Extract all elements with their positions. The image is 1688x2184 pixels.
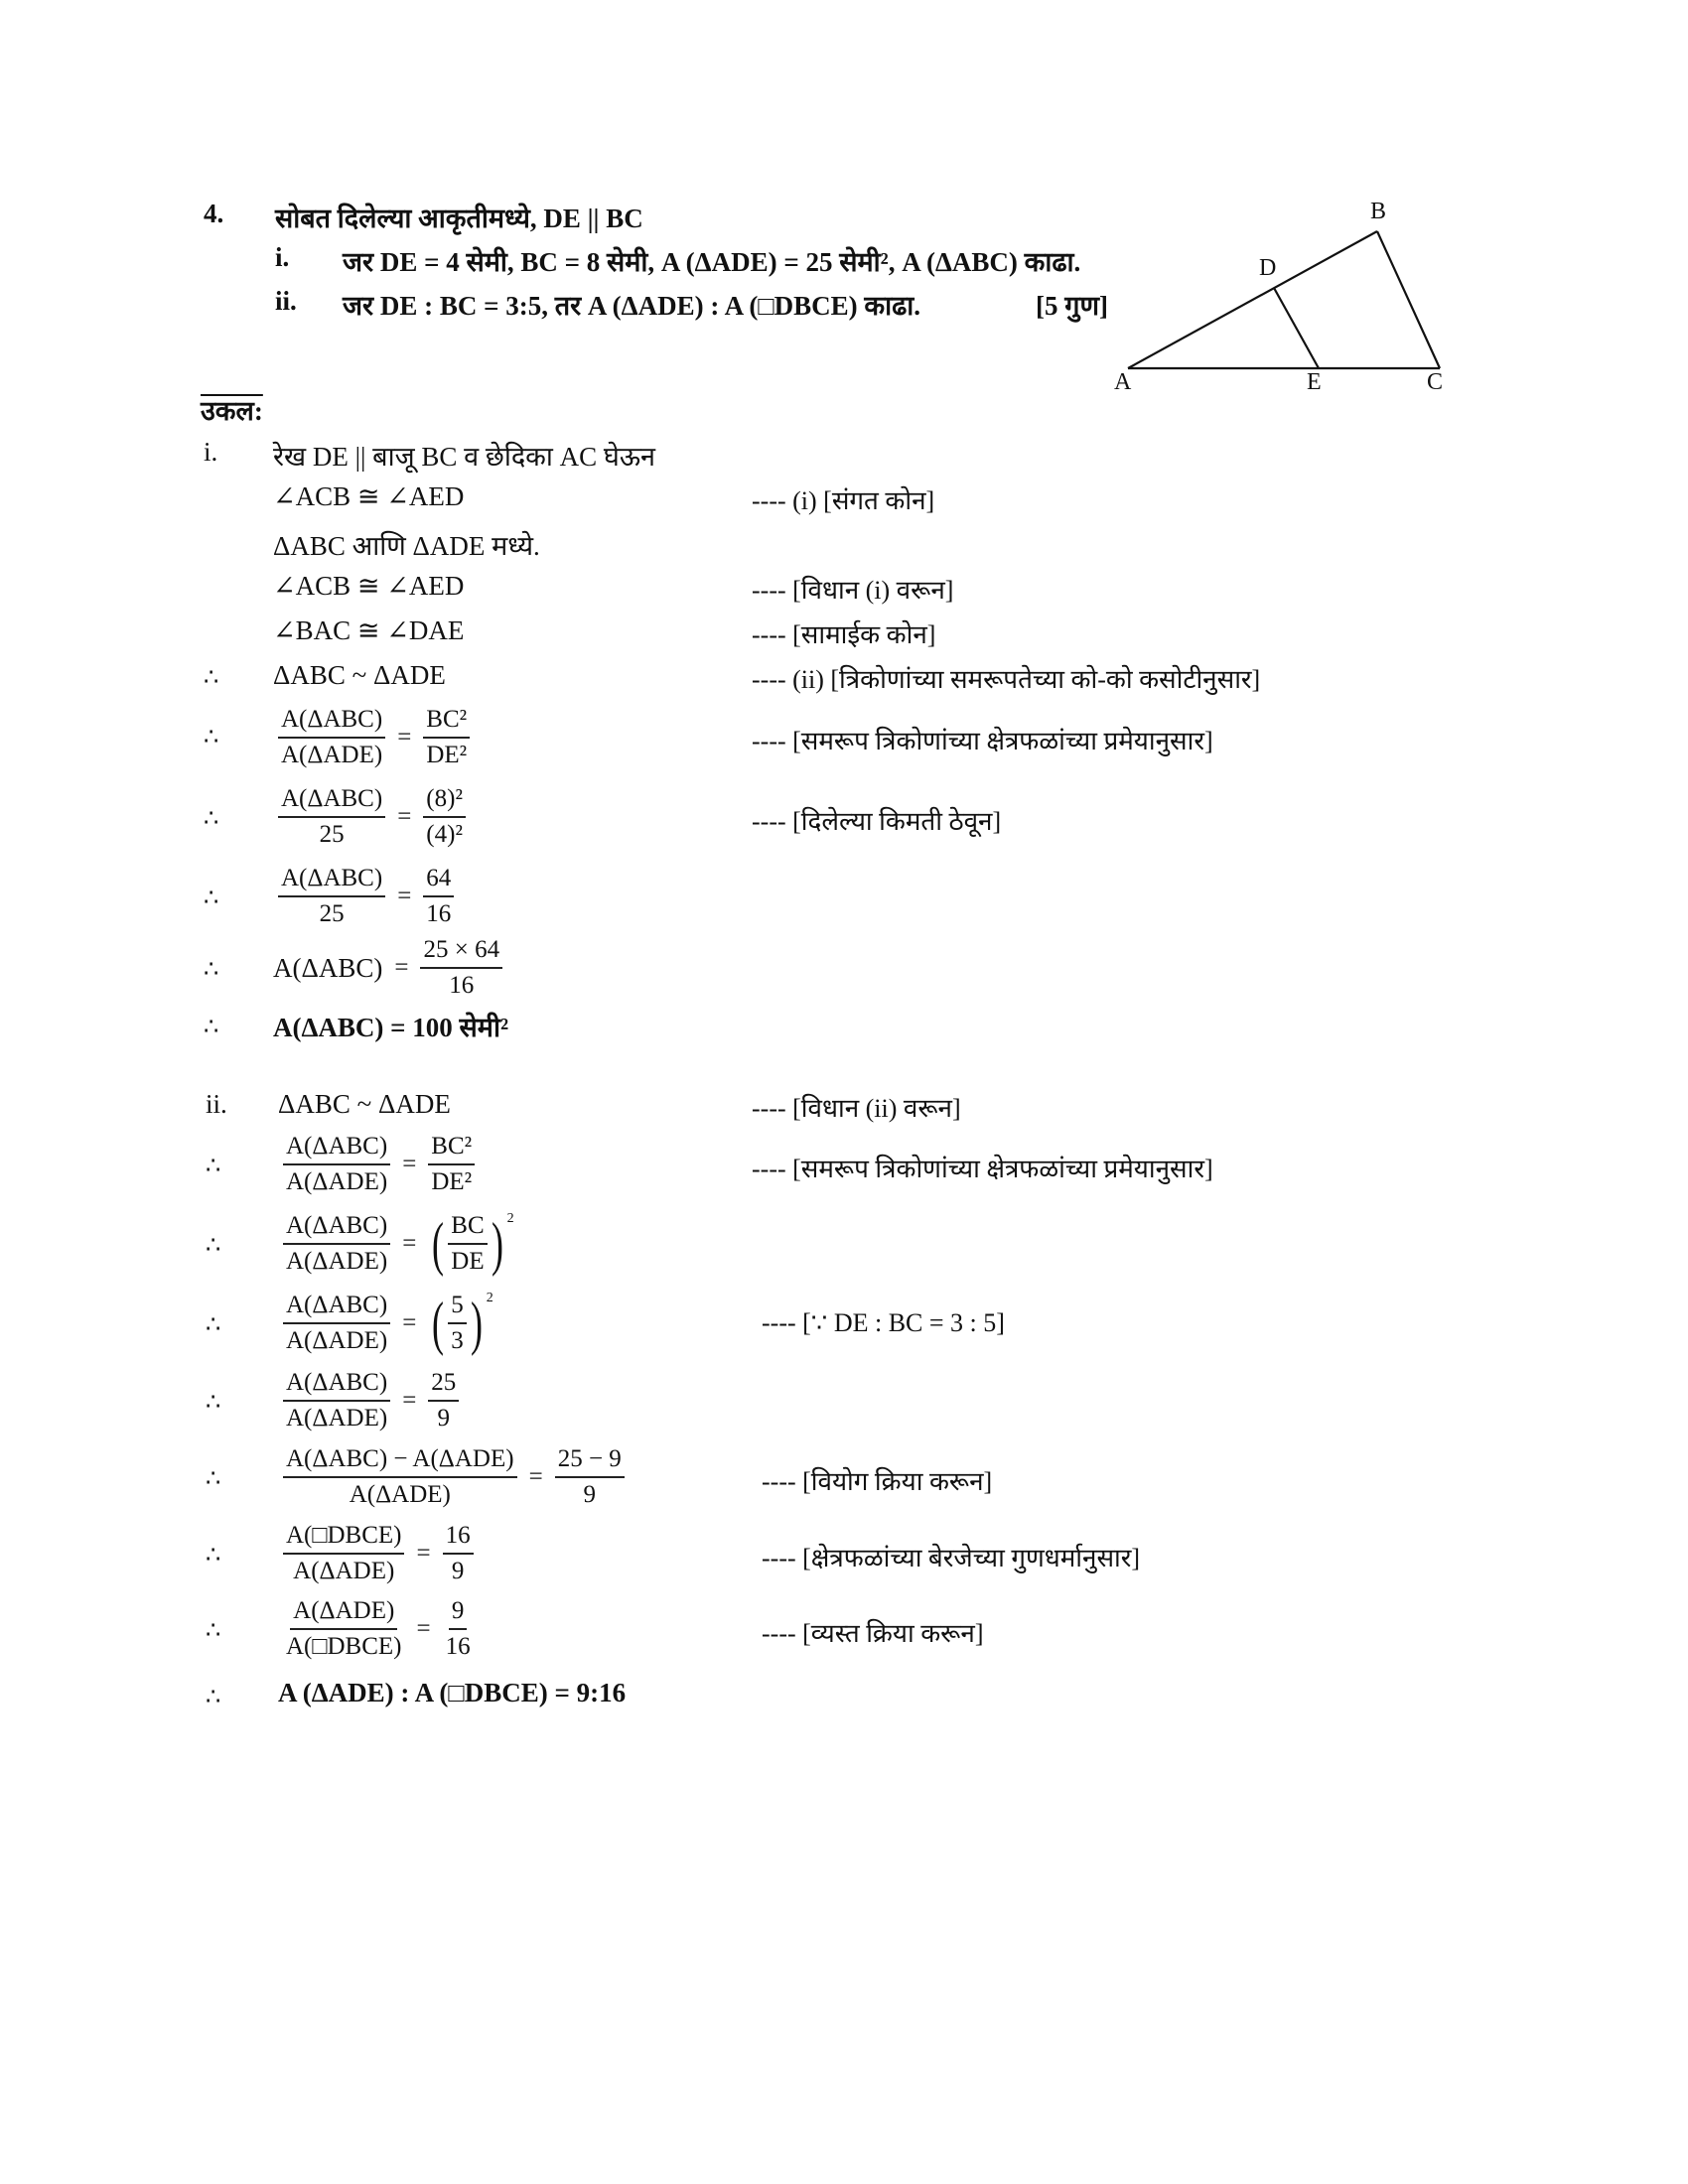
- marks-label: [5 गुण]: [1036, 291, 1108, 321]
- numerator: A(ΔADE): [290, 1596, 397, 1630]
- equals-sign: =: [402, 1309, 417, 1336]
- part-i-step3-reason: ---- [विधान (i) वरून]: [752, 576, 954, 605]
- denominator: DE²: [426, 742, 468, 768]
- part-i-label: i.: [275, 242, 290, 272]
- therefore-symbol: ∴: [204, 725, 219, 751]
- part-i-step4-reason: ---- [सामाईक कोन]: [752, 620, 936, 649]
- part-ii-step1: ΔABC ~ ΔADE: [278, 1089, 451, 1119]
- part-i-step9-equation: [273, 935, 502, 1001]
- exponent: 2: [486, 1291, 493, 1305]
- part-i-result: A(ΔABC) = 100 सेमी²: [273, 1013, 509, 1042]
- fraction-right: [420, 935, 502, 1001]
- point-c-label: C: [1427, 369, 1444, 395]
- denominator: 16: [445, 1633, 471, 1660]
- fraction-right: [423, 784, 466, 850]
- part-i-step2: ΔABC आणि ΔADE मध्ये.: [273, 531, 540, 561]
- therefore-symbol: ∴: [204, 1015, 219, 1040]
- fraction-left: [278, 784, 385, 850]
- denominator: A(ΔADE): [286, 1327, 388, 1354]
- fraction-left: [283, 1132, 390, 1197]
- fraction-left: [278, 705, 385, 770]
- point-b-label: B: [1370, 199, 1387, 224]
- numerator: A(ΔABC): [283, 1291, 390, 1324]
- numerator: A(ΔABC): [283, 1368, 390, 1402]
- part-ii-step5-equation: [283, 1368, 459, 1433]
- numerator: 64: [423, 864, 454, 897]
- part-ii-step1-reason: ---- [विधान (ii) वरून]: [752, 1094, 961, 1123]
- part-i-step6-reason: ---- [समरूप त्रिकोणांच्या क्षेत्रफळांच्या प्रमेयानुसार]: [752, 727, 1213, 755]
- numerator: 25 × 64: [420, 935, 502, 969]
- therefore-symbol: ∴: [206, 1685, 221, 1710]
- part-i-step5: ΔABC ~ ΔADE: [273, 660, 446, 690]
- part-ii-step4-reason: ---- [∵ DE : BC = 3 : 5]: [762, 1308, 1005, 1337]
- denominator: A(□DBCE): [286, 1633, 402, 1660]
- denominator: 25: [319, 821, 345, 848]
- equals-sign: =: [394, 954, 409, 981]
- denominator: A(ΔADE): [286, 1168, 388, 1195]
- lhs: A(ΔABC): [273, 952, 383, 983]
- fraction-right: [443, 1596, 474, 1662]
- part-ii-step4-equation: [283, 1291, 493, 1356]
- parenthesized-fraction: ( $\frac{5}{3}$ ) $^2$: [432, 1291, 493, 1356]
- denominator: 3: [451, 1327, 464, 1354]
- denominator: 25: [319, 900, 345, 927]
- part-ii-step6-equation: [283, 1444, 625, 1510]
- segment-de: [1274, 288, 1319, 368]
- numerator: A(ΔABC): [278, 705, 385, 739]
- point-a-label: A: [1114, 369, 1132, 395]
- side-bc: [1377, 231, 1440, 368]
- fraction-left: [283, 1211, 390, 1277]
- part-ii-step3-equation: [283, 1211, 514, 1277]
- part-i-intro: रेख DE || बाजू BC व छेदिका AC घेऊन: [273, 442, 656, 472]
- equals-sign: =: [397, 883, 412, 909]
- part-ii-result: A (ΔADE) : A (□DBCE) = 9:16: [278, 1678, 627, 1707]
- part-i-step6-equation: [278, 705, 470, 770]
- therefore-symbol: ∴: [206, 1154, 221, 1179]
- parenthesized-fraction: ( $\frac{BC}{DE}$ ) $^2$: [432, 1211, 514, 1277]
- point-e-label: E: [1307, 369, 1322, 395]
- part-ii-step8-reason: ---- [व्यस्त क्रिया करून]: [762, 1619, 984, 1648]
- part-i-step8-equation: [278, 864, 454, 929]
- numerator: 16: [443, 1521, 474, 1555]
- numerator: BC: [448, 1211, 487, 1245]
- denominator: A(ΔADE): [293, 1558, 395, 1584]
- fraction-right: [443, 1521, 474, 1586]
- therefore-symbol: ∴: [206, 1543, 221, 1569]
- part-i-step7-reason: ---- [दिलेल्या किमती ठेवून]: [752, 807, 1002, 836]
- denominator: 9: [451, 1558, 465, 1584]
- part-i-step5-reason: ---- (ii) [त्रिकोणांच्या समरूपतेच्या को-को कसोटीनुसार]: [752, 665, 1261, 694]
- numerator: (8)²: [423, 784, 466, 818]
- therefore-symbol: ∴: [204, 806, 219, 832]
- numerator: BC²: [423, 705, 470, 739]
- part-i-step4: ∠BAC ≅ ∠DAE: [273, 615, 465, 645]
- numerator: A(ΔABC): [278, 864, 385, 897]
- numerator: 5: [448, 1291, 467, 1324]
- part-ii-step2-reason: ---- [समरूप त्रिकोणांच्या क्षेत्रफळांच्या प्रमेयानुसार]: [752, 1155, 1213, 1183]
- equals-sign: =: [402, 1230, 417, 1257]
- fraction-left: [283, 1521, 404, 1586]
- therefore-symbol: ∴: [206, 1390, 221, 1416]
- numerator: A(ΔABC): [283, 1211, 390, 1245]
- equals-sign: =: [402, 1151, 417, 1177]
- therefore-symbol: ∴: [204, 886, 219, 911]
- fraction-left: [278, 864, 385, 929]
- equals-sign: =: [528, 1463, 543, 1490]
- fraction-right: [423, 864, 454, 929]
- denominator: 9: [437, 1405, 451, 1432]
- denominator: DE: [451, 1248, 485, 1275]
- numerator: BC²: [428, 1132, 475, 1165]
- exponent: 2: [506, 1211, 514, 1226]
- part-i-step1: ∠ACB ≅ ∠AED: [273, 481, 465, 511]
- numerator: 25: [428, 1368, 459, 1402]
- part-ii-step7-reason: ---- [क्षेत्रफळांच्या बेरजेच्या गुणधर्मानुसार]: [762, 1544, 1141, 1572]
- equals-sign: =: [397, 803, 412, 830]
- denominator: A(ΔADE): [286, 1248, 388, 1275]
- fraction-right: [423, 705, 470, 770]
- part-ii-step2-equation: [283, 1132, 475, 1197]
- numerator: A(ΔABC): [278, 784, 385, 818]
- therefore-symbol: ∴: [206, 1466, 221, 1492]
- question-number: 4.: [204, 199, 224, 228]
- point-d-label: D: [1259, 255, 1277, 281]
- denominator: (4)²: [426, 821, 463, 848]
- fraction-right: [428, 1132, 475, 1197]
- fraction-left: [283, 1444, 517, 1510]
- denominator: DE²: [431, 1168, 473, 1195]
- part-i-step1-reason: ---- (i) [संगत कोन]: [752, 486, 935, 515]
- therefore-symbol: ∴: [204, 957, 219, 983]
- denominator: A(ΔADE): [349, 1481, 451, 1508]
- denominator: 9: [583, 1481, 596, 1508]
- solution-part-ii-label: ii.: [206, 1089, 227, 1119]
- side-ab: [1128, 231, 1377, 368]
- fraction-right: [555, 1444, 625, 1510]
- fraction-left: [283, 1596, 404, 1662]
- numerator: A(ΔABC): [283, 1132, 390, 1165]
- therefore-symbol: ∴: [206, 1233, 221, 1259]
- equals-sign: =: [397, 724, 412, 751]
- denominator: A(ΔADE): [286, 1405, 388, 1432]
- part-i-text: जर DE = 4 सेमी, BC = 8 सेमी, A (ΔADE) = 25 सेमी², A (ΔABC) काढा.: [343, 247, 1081, 277]
- part-ii-step7-equation: [283, 1521, 474, 1586]
- numerator: 9: [449, 1596, 468, 1630]
- therefore-symbol: ∴: [206, 1618, 221, 1644]
- question-stem: सोबत दिलेल्या आकृतीमध्ये, DE || BC: [275, 204, 643, 233]
- solution-part-i-label: i.: [204, 437, 218, 467]
- part-i-step7-equation: [278, 784, 466, 850]
- equals-sign: =: [402, 1387, 417, 1414]
- equals-sign: =: [416, 1540, 431, 1567]
- fraction-right: [428, 1368, 459, 1433]
- therefore-symbol: ∴: [204, 665, 219, 691]
- numerator: A(ΔABC) − A(ΔADE): [283, 1444, 517, 1478]
- therefore-symbol: ∴: [206, 1312, 221, 1338]
- equals-sign: =: [416, 1615, 431, 1642]
- part-ii-step6-reason: ---- [वियोग क्रिया करून]: [762, 1467, 993, 1496]
- denominator: 16: [426, 900, 452, 927]
- part-ii-step8-equation: [283, 1596, 474, 1662]
- denominator: A(ΔADE): [281, 742, 383, 768]
- fraction-left: [283, 1291, 390, 1356]
- part-ii-text: जर DE : BC = 3:5, तर A (ΔADE) : A (□DBCE) काढा.: [343, 291, 921, 321]
- part-ii-label: ii.: [275, 286, 297, 316]
- numerator: A(□DBCE): [283, 1521, 404, 1555]
- numerator: 25 − 9: [555, 1444, 625, 1478]
- fraction-left: [283, 1368, 390, 1433]
- denominator: 16: [449, 972, 475, 999]
- part-i-step3: ∠ACB ≅ ∠AED: [273, 571, 465, 601]
- solution-heading: उकल:: [201, 396, 263, 426]
